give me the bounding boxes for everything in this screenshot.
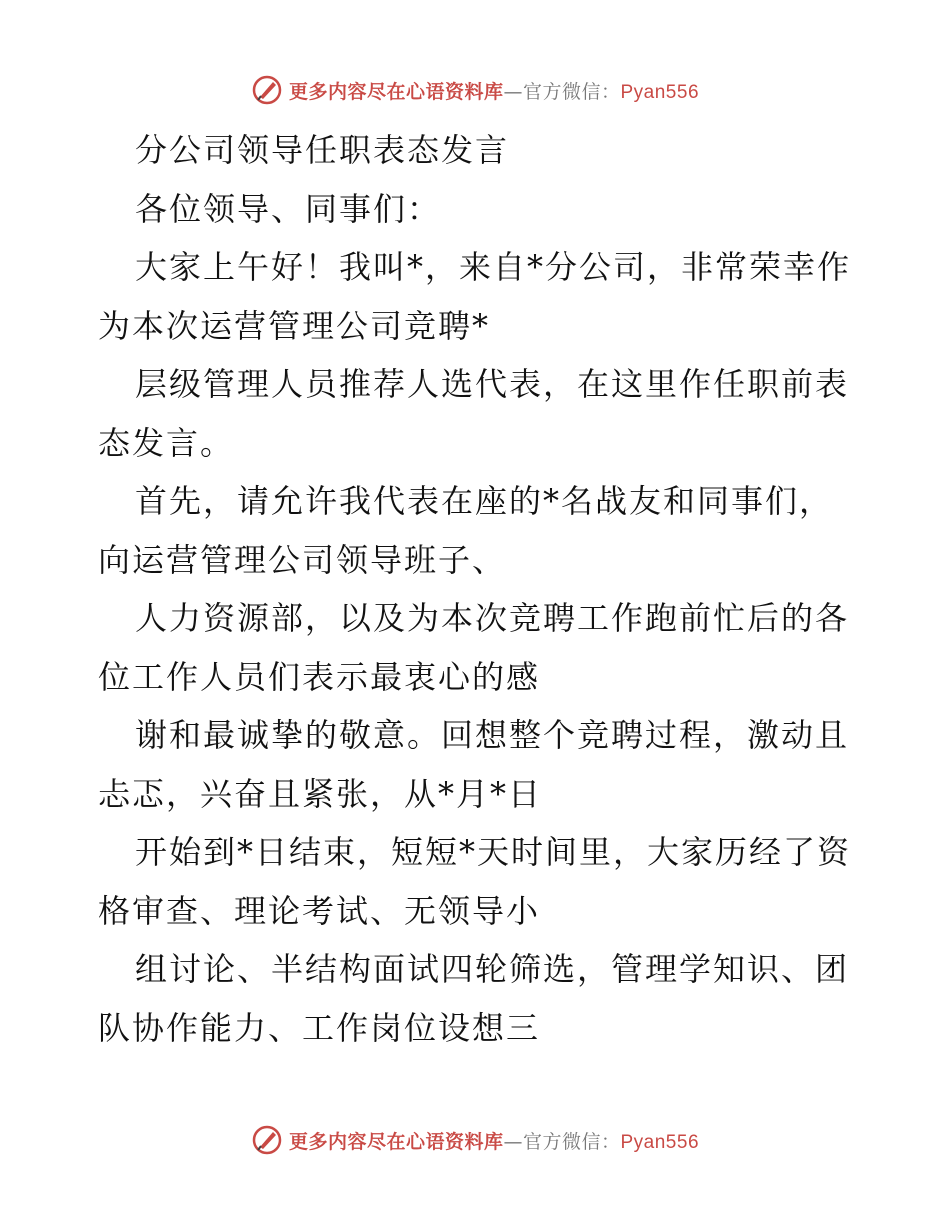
header-watermark — [0, 70, 950, 110]
doc-paragraph: 首先，请允许我代表在座的*名战友和同事们，向运营管理公司领导班子、 — [98, 482, 834, 579]
doc-paragraph: 大家上午好！我叫*，来自*分公司，非常荣幸作为本次运营管理公司竞聘* — [98, 248, 852, 345]
header-wechat-label: 官方微信： — [522, 80, 621, 103]
footer-dash: — — [503, 1130, 523, 1153]
doc-paragraph: 层级管理人员推荐人选代表，在这里作任职前表态发言。 — [98, 365, 850, 462]
document-body — [98, 121, 858, 1057]
doc-salutation: 各位领导、同事们： — [135, 189, 442, 228]
footer-wechat-label: 官方微信： — [522, 1130, 621, 1153]
doc-paragraph: 开始到*日结束，短短*天时间里，大家历经了资格审查、理论考试、无领导小 — [98, 833, 852, 930]
quill-logo-icon — [251, 1124, 283, 1156]
footer-site-name: 更多内容尽在心语资料库 — [288, 1130, 504, 1153]
header-wechat-id: Pyan556 — [620, 81, 700, 103]
header-site-name: 更多内容尽在心语资料库 — [288, 80, 504, 103]
doc-paragraph: 人力资源部，以及为本次竞聘工作跑前忙后的各位工作人员们表示最衷心的感 — [98, 599, 850, 696]
footer-wechat-id: Pyan556 — [620, 1131, 700, 1153]
doc-paragraph: 谢和最诚挚的敬意。回想整个竞聘过程，激动且忐忑，兴奋且紧张，从*月*日 — [98, 716, 850, 813]
header-dash: — — [503, 80, 523, 103]
quill-logo-icon — [251, 74, 283, 106]
doc-paragraph: 组讨论、半结构面试四轮筛选，管理学知识、团队协作能力、工作岗位设想三 — [98, 950, 850, 1047]
footer-watermark — [0, 1120, 950, 1160]
doc-title: 分公司领导任职表态发言 — [135, 131, 510, 169]
